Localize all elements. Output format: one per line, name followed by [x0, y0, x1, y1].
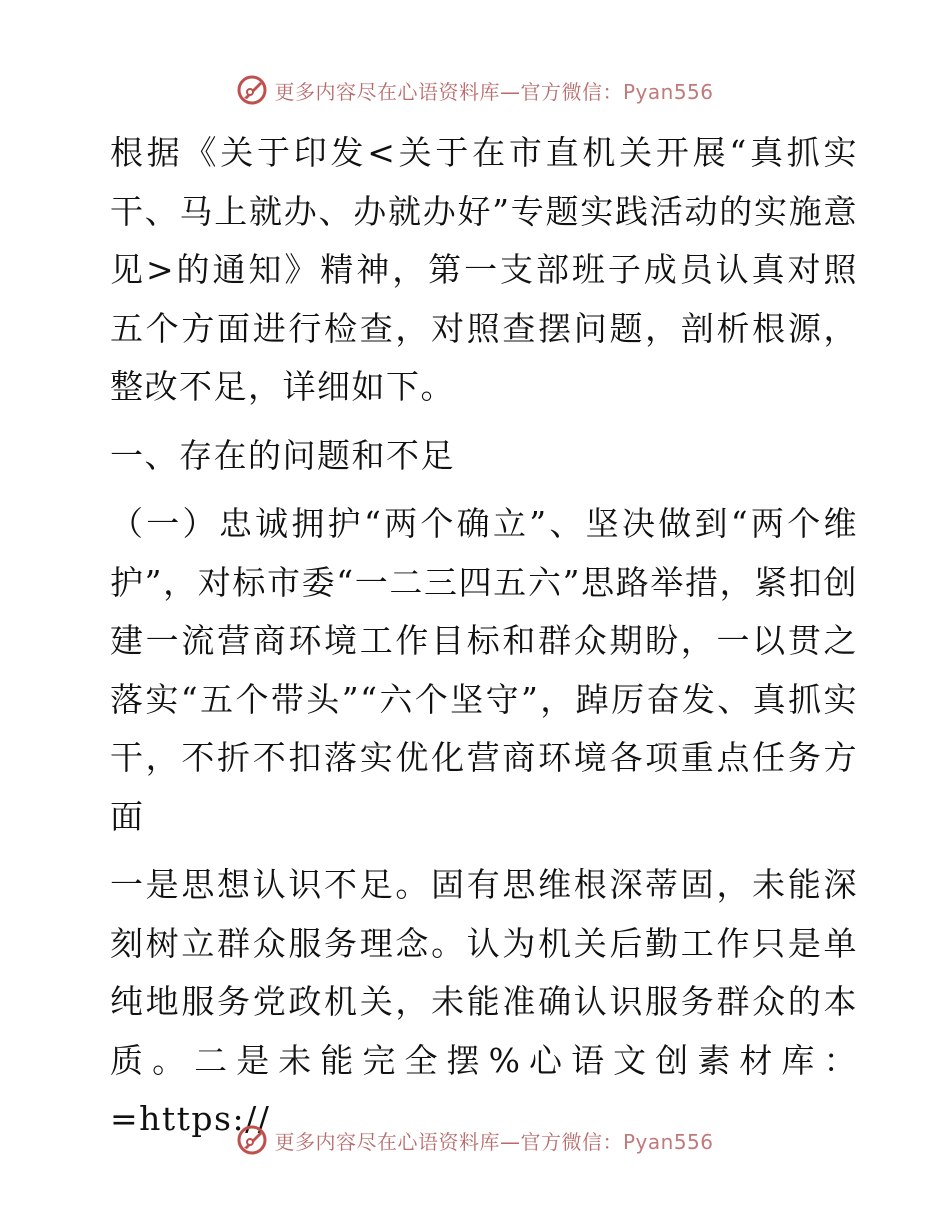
header-watermark-banner: [0, 70, 950, 110]
subsection-heading: （一）忠诚拥护“两个确立”、坚决做到“两个维护”，对标市委“一二三四五六”思路举措，紧扣创建一流营商环境工作目标和群众期盼，一以贯之落实“五个带头”“六个坚守”，踔厉奋发、真抓实干，不折不扣落实优化营商环境各项重点任务方面: [110, 504, 858, 836]
footer-wechat-id: Pyan556: [622, 1129, 714, 1154]
quill-seal-logo-icon: [236, 74, 268, 106]
header-wechat-id: Pyan556: [622, 79, 714, 104]
document-body: [98, 124, 858, 1149]
body-paragraph: 一是思想认识不足。固有思维根深蒂固，未能深刻树立群众服务理念。认为机关后勤工作只是单纯地服务党政机关，未能准确认识服务群众的本质。二是未能完全摆%心语文创素材库：=https://: [110, 865, 858, 1138]
footer-watermark-banner: [0, 1120, 950, 1160]
footer-banner-text: 更多内容尽在心语资料库—官方微信：Pyan556: [274, 1129, 714, 1154]
section-heading: 一、存在的问题和不足: [110, 435, 455, 475]
quill-seal-logo-icon: [236, 1124, 268, 1156]
header-banner-text: 更多内容尽在心语资料库—官方微信：Pyan556: [274, 79, 714, 104]
intro-paragraph: 根据《关于印发<关于在市直机关开展“真抓实干、马上就办、办就办好”专题实践活动的实施意见>的通知》精神，第一支部班子成员认真对照五个方面进行检查，对照查摆问题，剖析根源，整改不足，详细如下。: [110, 133, 858, 406]
